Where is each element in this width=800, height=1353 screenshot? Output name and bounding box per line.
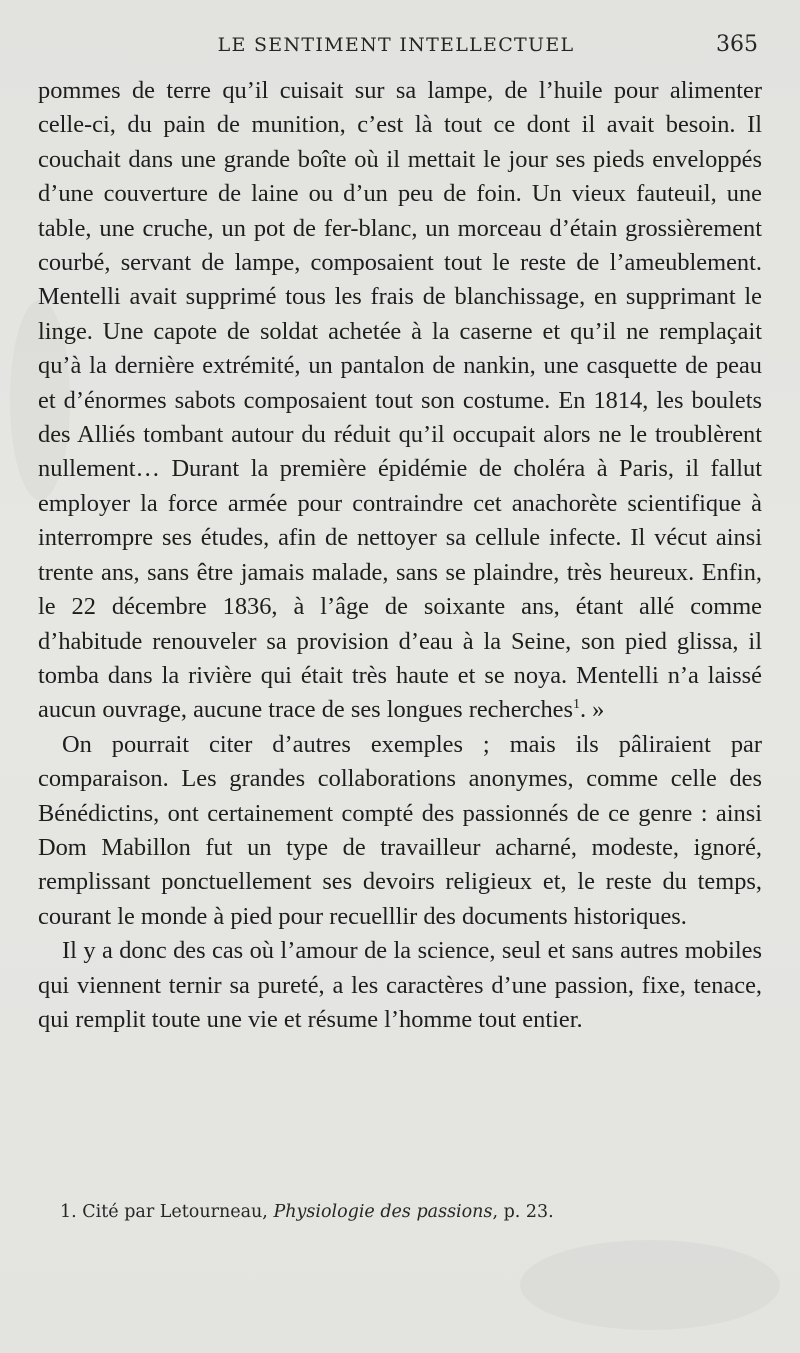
closing-quote: . » <box>579 696 605 724</box>
paragraph-text: pommes de terre qu’il cuisait sur sa lampe, de l’huile pour alimenter celle-ci, du pain de munition, c’est là tout ce dont il avait besoin. Il couchait dans une grande boîte où il mettait le jour ses pieds enveloppés d’une couverture de laine ou d’un peu de foin. Un vieux fauteuil, une table, une cruche, un pot de fer-blanc, un morceau d’étain grossièrement courbé, servant de lampe, composaient tout le reste de l’ameublement. Mentelli avait supprimé tous les frais de blanchissage, en supprimant le linge. Une capote de soldat achetée à la caserne et qu’il ne remplaçait qu’à la dernière extrémité, un pantalon de nankin, une casquette de peau et d’énormes sabots composaient tout son costume. En 1814, les boulets des Alliés tombant autour du réduit qu’il occupait alors ne le troublèrent nullement… Durant la première épidémie de choléra à Paris, il fallut employer la force armée pour contraindre cet anachorète scientifique à interrompre ses études, afin de nettoyer sa cellule infecte. Il vécut ainsi trente ans, sans être jamais malade, sans se plaindre, très heureux. Enfin, le 22 décembre 1836, à l’âge de soixante ans, étant allé comme d’habitude renouveler sa provision d’eau à la Seine, son pied glissa, il tomba dans la rivière qui était très haute et se noya. Mentelli n’a laissé aucun ouvrage, aucune trace de ses longues recherches <box>38 77 762 724</box>
paragraph-text: On pourrait citer d’autres exemples ; mais ils pâliraient par comparaison. Les grandes collaborations anonymes, comme celle des Bénédictins, ont certainement compté des passionnés de ce genre : ainsi Dom Mabillon fut un type de travailleur acharné, modeste, ignoré, remplissant ponctuellement ses devoirs religieux et, le reste du temps, courant le monde à pied pour recuelllir des documents historiques. <box>38 730 762 930</box>
paragraph <box>38 934 762 1037</box>
footnote-title: Physiologie des passions <box>273 1202 493 1222</box>
paragraph-text: Il y a donc des cas où l’amour de la science, seul et sans autres mobiles qui viennent ternir sa pureté, a les caractères d’une passion, fixe, tenace, qui remplit toute une vie et résume l’homme tout entier. <box>38 937 762 1033</box>
footnote <box>60 1202 760 1222</box>
paragraph <box>38 728 762 934</box>
running-title: LE SENTIMENT INTELLECTUEL <box>217 34 575 56</box>
page-header <box>34 30 758 64</box>
footnote-reference: 1 <box>572 697 580 713</box>
footnote-prefix: Cité par Letourneau, <box>82 1202 268 1222</box>
paper-stain <box>520 1240 780 1330</box>
page-number: 365 <box>716 32 758 57</box>
paragraph <box>38 74 762 728</box>
footnote-number: 1. <box>60 1202 77 1222</box>
body-text <box>38 74 762 1037</box>
footnote-suffix: , p. 23. <box>492 1202 554 1222</box>
